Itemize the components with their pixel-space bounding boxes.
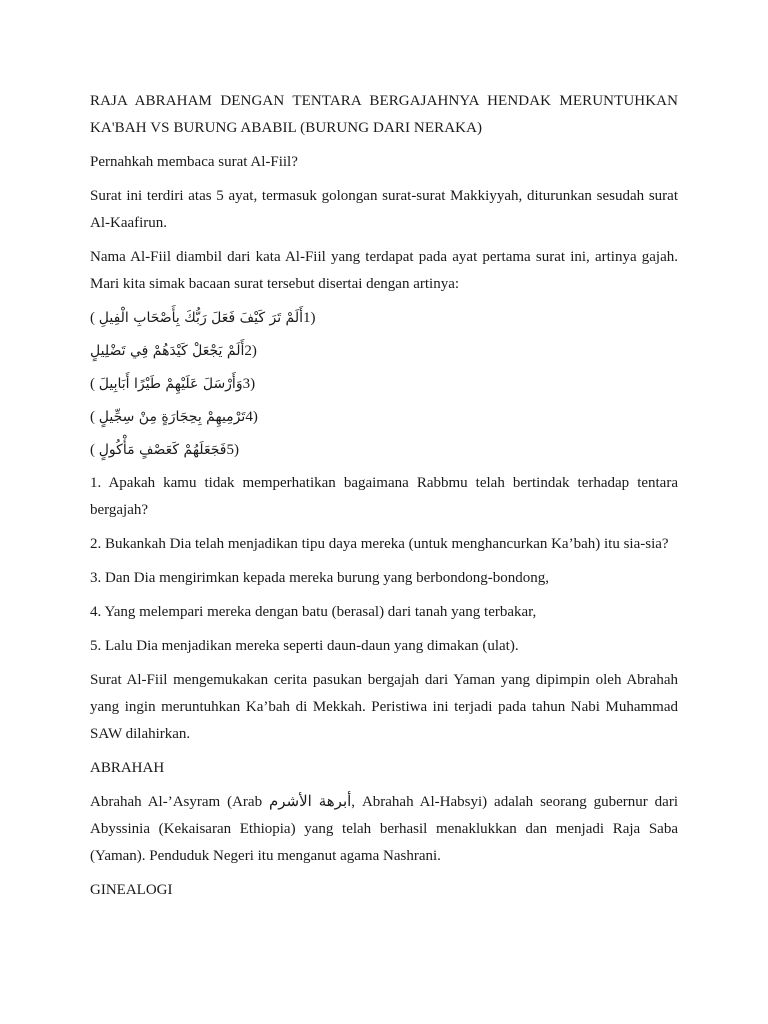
verse-open-paren: ( <box>90 376 99 392</box>
heading-abrahah: ABRAHAH <box>90 760 165 776</box>
verse-line-1 <box>90 305 678 332</box>
paragraph-name: Nama Al-Fiil diambil dari kata Al-Fiil yang terdapat pada ayat pertama surat ini, artinya gajah. Mari kita simak bacaan surat tersebut disertai dengan artinya: <box>90 249 678 292</box>
document-title: RAJA ABRAHAM DENGAN TENTARA BERGAJAHNYA HENDAK MERUNTUHKAN KA'BAH VS BURUNG ABABIL (BURUNG DARI NERAKA) <box>90 93 678 136</box>
verse-open-paren: ( <box>90 310 99 326</box>
translation-5: 5. Lalu Dia menjadikan mereka seperti daun-daun yang dimakan (ulat). <box>90 638 519 654</box>
verse-line-5 <box>90 437 678 464</box>
paragraph-intro: Surat ini terdiri atas 5 ayat, termasuk golongan surat-surat Makkiyyah, diturunkan sesudah surat Al-Kaafirun. <box>90 188 678 231</box>
translation-2: 2. Bukankah Dia telah menjadikan tipu daya mereka (untuk menghancurkan Ka’bah) itu sia-sia? <box>90 536 669 552</box>
verse-arabic-text: وَأَرْسَلَ عَلَيْهِمْ طَيْرًا أَبَابِيلَ <box>98 376 243 392</box>
translation-1: 1. Apakah kamu tidak memperhatikan bagaimana Rabbmu telah bertindak terhadap tentara bergajah? <box>90 475 678 518</box>
paragraph-abrahah: Abrahah Al-’Asyram (Arab أبرهة الأشرم, Abrahah Al-Habsyi) adalah seorang gubernur dari Abyssinia (Kekaisaran Ethiopia) yang telah berhasil menaklukkan dan menjadi Raja Saba (Yaman). Penduduk Negeri itu menganut agama Nashrani. <box>90 794 678 864</box>
verse-arabic-text: أَلَمْ يَجْعَلْ كَيْدَهُمْ فِي تَضْلِيلٍ <box>90 343 245 359</box>
verse-arabic-text: تَرْمِيهِمْ بِحِجَارَةٍ مِنْ سِجِّيلٍ <box>98 409 246 425</box>
verse-open-paren: ( <box>90 442 99 458</box>
verse-line-2 <box>90 338 678 365</box>
heading-genealogi: GINEALOGI <box>90 882 173 898</box>
translation-3: 3. Dan Dia mengirimkan kepada mereka burung yang berbondong-bondong, <box>90 570 550 586</box>
verse-number: 5) <box>226 442 239 458</box>
translation-4: 4. Yang melempari mereka dengan batu (berasal) dari tanah yang terbakar, <box>90 604 537 620</box>
verse-arabic-text: فَجَعَلَهُمْ كَعَصْفٍ مَأْكُولٍ <box>98 442 227 458</box>
verse-number: 4) <box>245 409 258 425</box>
paragraph-story: Surat Al-Fiil mengemukakan cerita pasukan bergajah dari Yaman yang dipimpin oleh Abrahah yang ingin meruntuhkan Ka’bah di Mekkah. Peristiwa ini terjadi pada tahun Nabi Muhammad SAW dilahirkan. <box>90 672 678 742</box>
verse-number: 1) <box>303 310 316 326</box>
verse-line-4 <box>90 404 678 431</box>
paragraph-question: Pernahkah membaca surat Al-Fiil? <box>90 154 298 170</box>
verse-line-3 <box>90 371 678 398</box>
verse-number: 2) <box>244 343 257 359</box>
document-body <box>90 88 678 911</box>
verse-open-paren: ( <box>90 409 99 425</box>
verse-arabic-text: أَلَمْ تَرَ كَيْفَ فَعَلَ رَبُّكَ بِأَصْحَابِ الْفِيلِ <box>98 310 304 326</box>
verse-number: 3) <box>242 376 256 392</box>
